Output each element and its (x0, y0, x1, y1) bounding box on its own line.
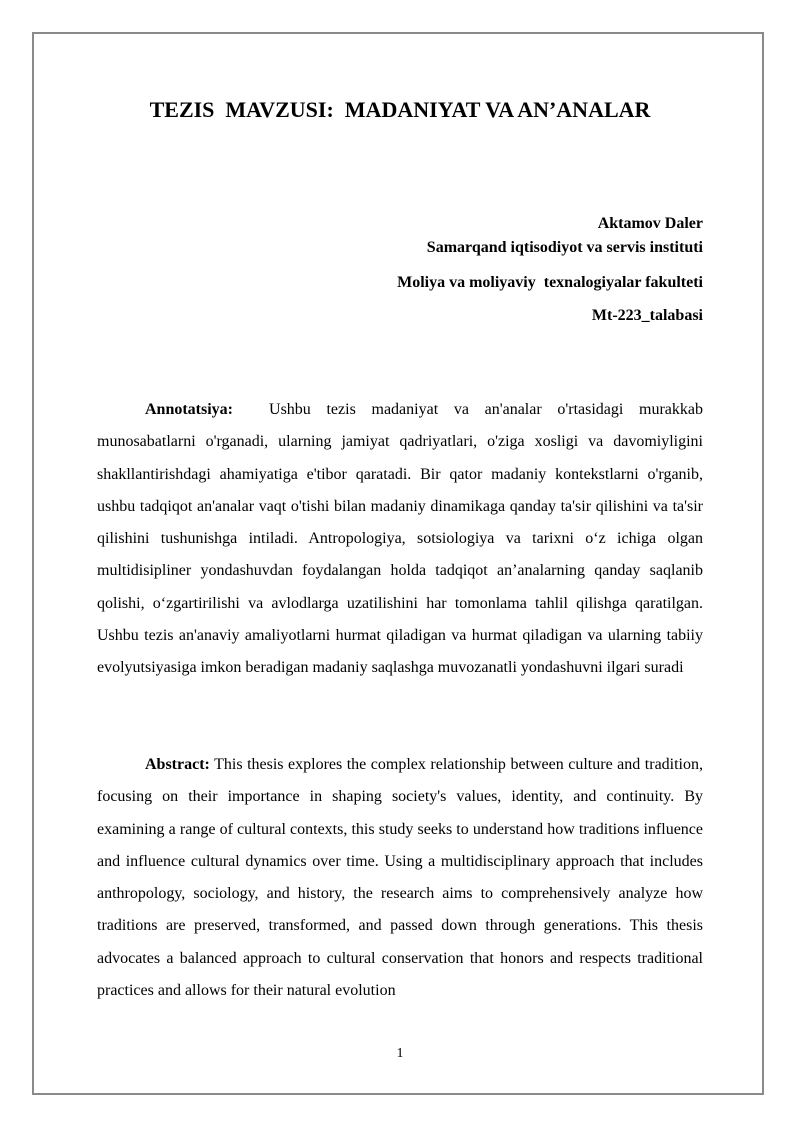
author-group: Mt-223_talabasi (591, 307, 703, 324)
abstract-label: Abstract: (145, 756, 210, 773)
author-faculty: Moliya va moliyaviy texnalogiyalar fakulteti (397, 274, 703, 291)
abstract-paragraph (97, 749, 703, 1007)
author-name: Aktamov Daler (597, 215, 703, 232)
annotation-label: Annotatsiya: (145, 401, 234, 418)
thesis-title: TEZIS MAVZUSI: MADANIYAT VA AN’ANALAR (149, 97, 651, 122)
page-number: 1 (396, 1046, 404, 1061)
author-institute: Samarqand iqtisodiyot va servis instituti (426, 239, 703, 256)
annotation-paragraph (97, 394, 703, 685)
annotation-text: Ushbu tezis madaniyat va an'analar o'rtasidagi murakkab munosabatlarni o'rganadi, ularning jamiyat qadriyatlari, o'ziga xosligi va davomiyligini shakllantirishdagi ahamiyatiga e'tibor qaratadi. Bir qator madaniy kontekstlarni o'rganib, ushbu tadqiqot an'analar vaqt o'tishi bilan madaniy dinamikaga qanday ta'sir qilishini va ta'sir qilishini tushunishga intiladi. Antropologiya, sotsiologiya va tarixni o‘z ichiga olgan multidisipliner yondashuvdan foydalangan holda tadqiqot an’analarning qanday saqlanib qolishi, o‘zgartirilishi va avlodlarga uzatilishini har tomonlama tahlil qilishga qaratilgan. Ushbu tezis an'anaviy amaliyotlarni hurmat qiladigan va hurmat qiladigan va ularning tabiiy evolyutsiyasiga imkon beradigan madaniy saqlashga muvozanatli yondashuvni ilgari suradi (97, 401, 703, 677)
abstract-text: This thesis explores the complex relationship between culture and tradition, focusing on their importance in shaping society's values, identity, and continuity. By examining a range of cultural contexts, this study seeks to understand how traditions influence and influence cultural dynamics over time. Using a multidisciplinary approach that includes anthropology, sociology, and history, the research aims to comprehensively analyze how traditions are preserved, transformed, and passed down through generations. This thesis advocates a balanced approach to cultural conservation that honors and respects traditional practices and allows for their natural evolution (97, 756, 704, 1000)
